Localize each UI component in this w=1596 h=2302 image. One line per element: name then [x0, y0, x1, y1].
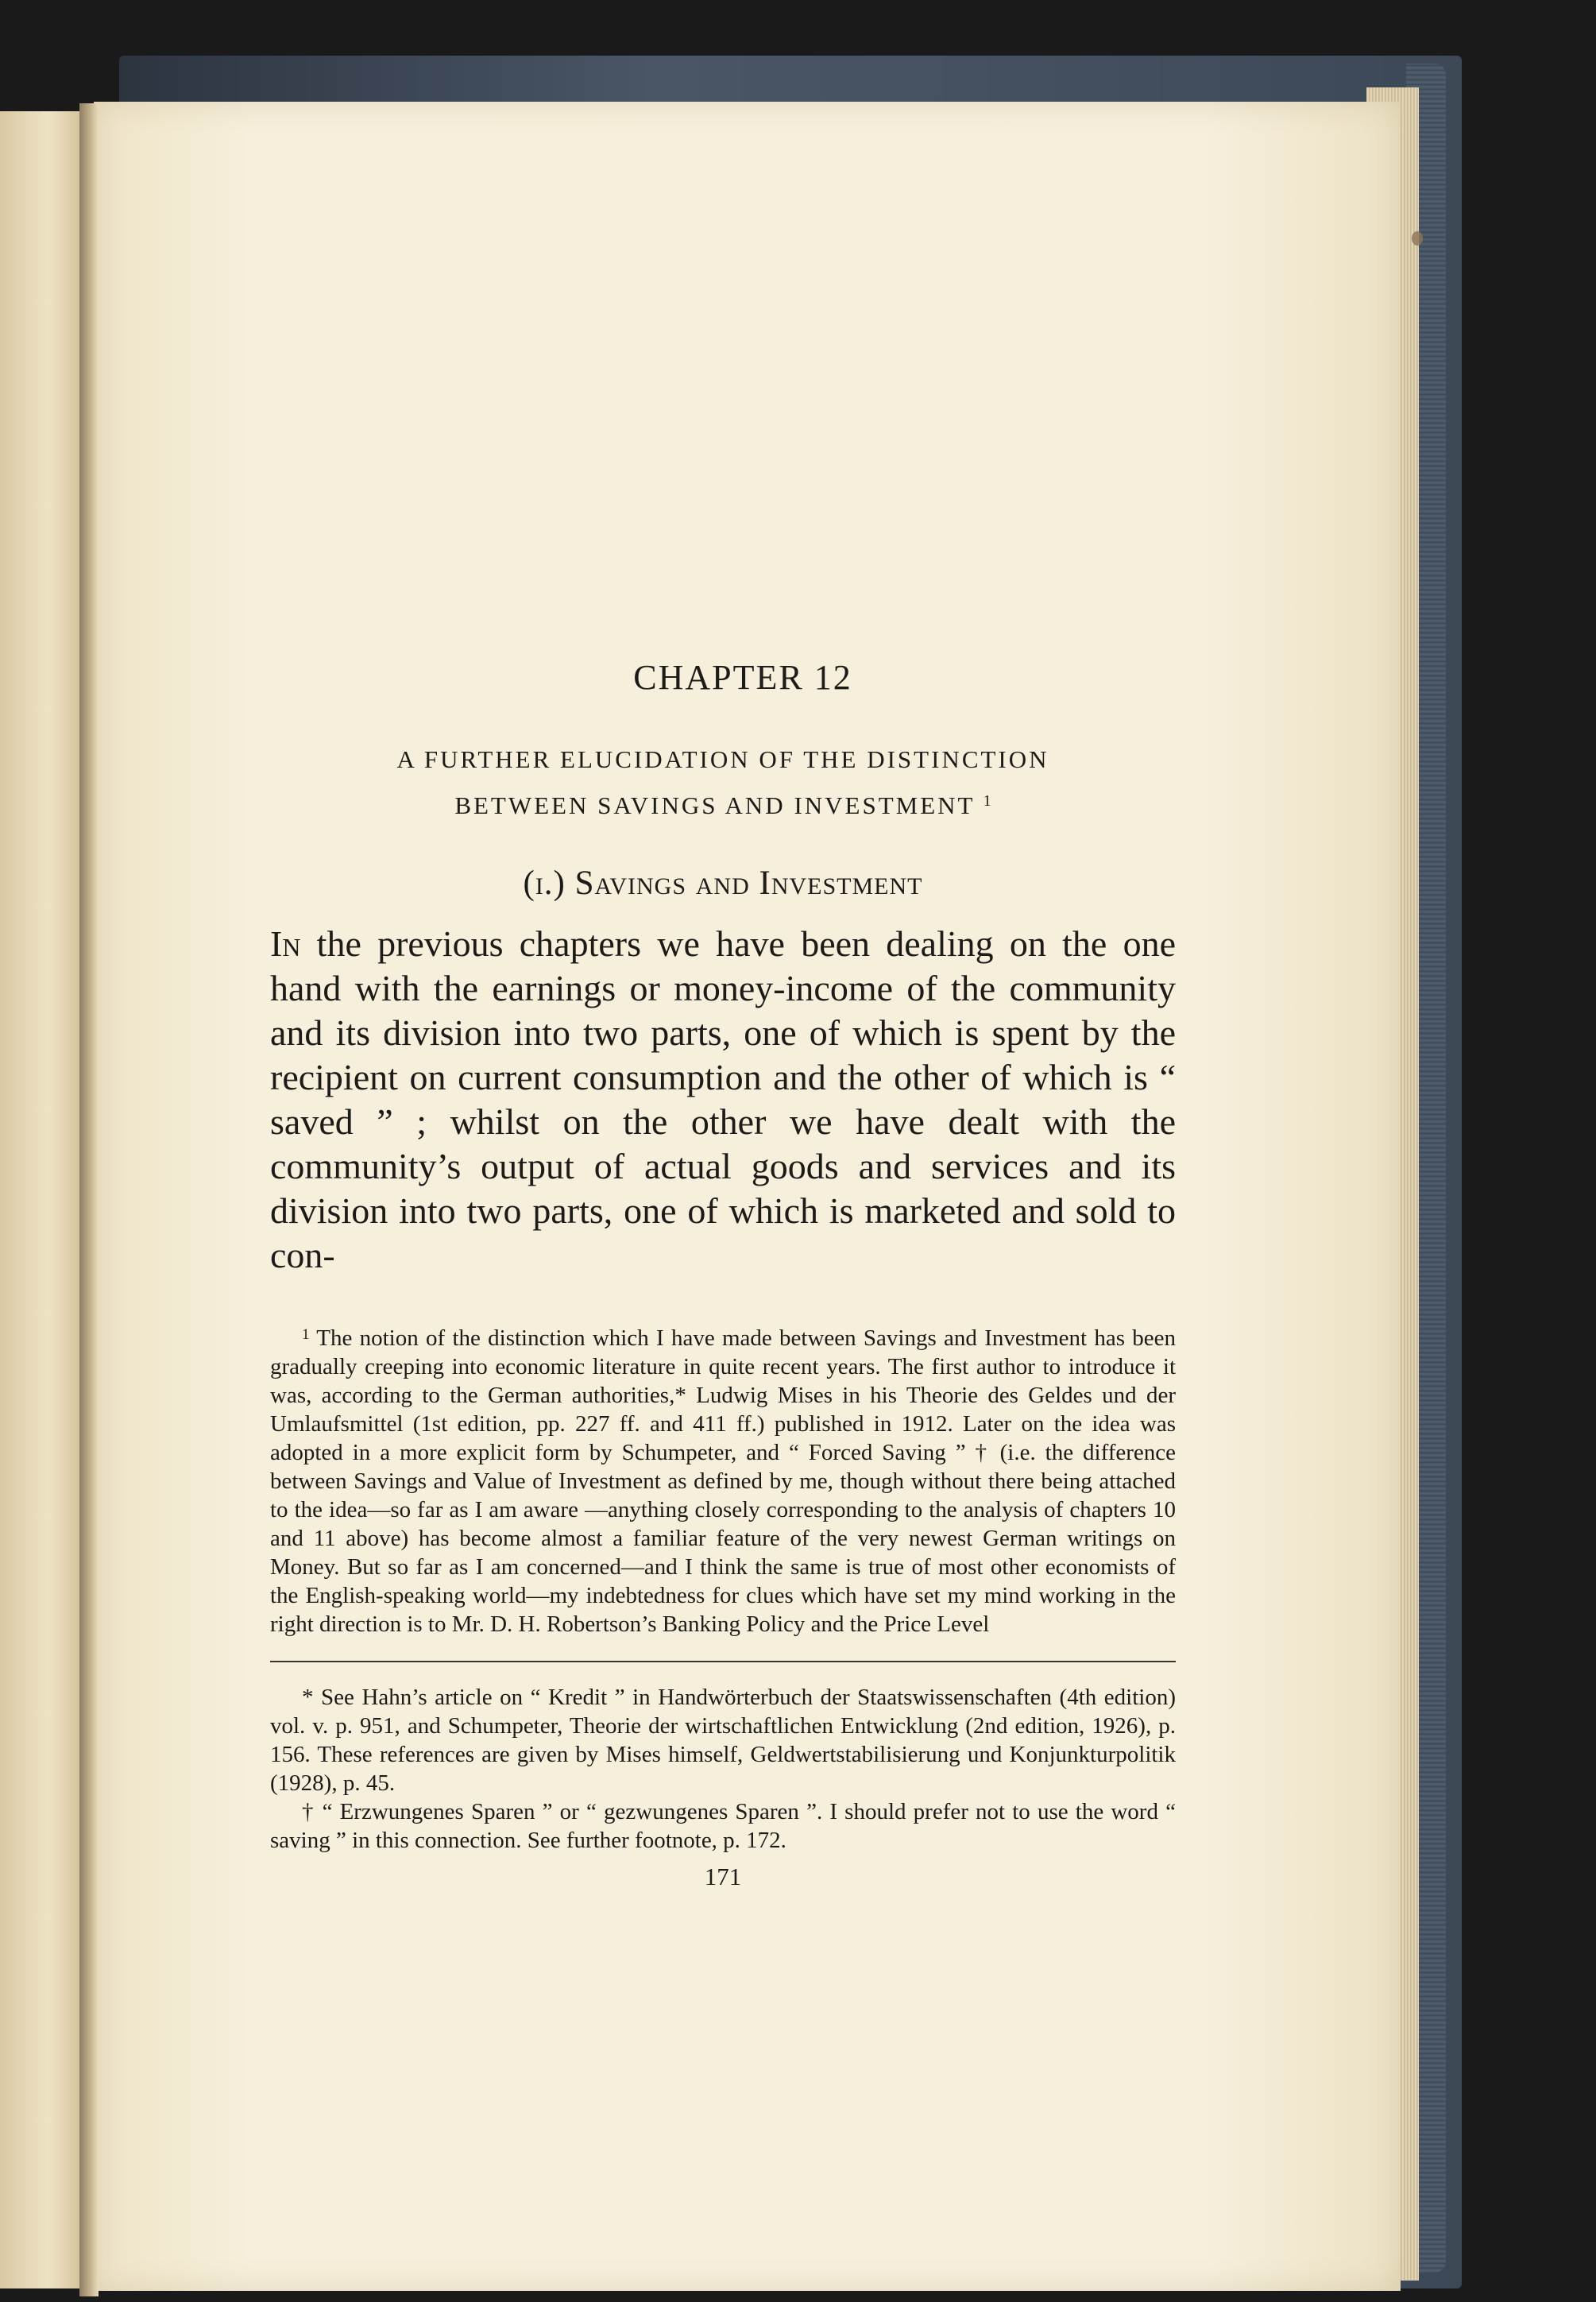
ink-blot-mark	[1412, 231, 1423, 246]
title-footnote-marker: 1	[983, 792, 991, 810]
footnote-dagger: † “ Erzwungenes Sparen ” or “ gezwungenes Sparen ”. I should prefer not to use the word “ saving ” in this connection. See further footnote, p. 172.	[270, 1799, 1176, 1853]
footnote-1	[270, 1321, 1176, 1638]
body-paragraph-text: the previous chapters we have been dealing on the one hand with the earnings or money-income of the community and its division into two parts, one of which is spent by the recipient on current consumption and the other of which is “ saved ” ; whilst on the other we have dealt with the community’s output of actual goods and services and its division into two parts, one of which is marketed and sold to con-	[270, 923, 1176, 1275]
section-heading: (i.) Savings and Investment	[523, 865, 923, 902]
footnote-1-text: The notion of the distinction which I have made between Savings and Investment has been gradually creeping into economic literature in quite recent years. The first author to introduce it was, according to the German authorities,* Ludwig Mises in his Theorie des Geldes und der Umlaufsmittel (1st edition, pp. 227 ff. and 411 ff.) published in 1912. Later on the idea was adopted in a more explicit form by Schumpeter, and “ Forced Saving ” † (i.e. the difference between Savings and Value of Investment as defined by me, though without there being attached to the idea—so far as I am aware —anything closely corresponding to the analysis of chapters 10 and 11 above) has become almost a familiar feature of the very newest German writings on Money. But so far as I am concerned—and I think the same is true of most other economists of the English-speaking world—my indebtedness for clues which have set my mind working in the right direction is to Mr. D. H. Robertson’s Banking Policy and the Price Level	[270, 1325, 1177, 1637]
page-content	[270, 652, 1176, 1891]
chapter-title-line-2	[270, 780, 1176, 826]
body-dropcap: In	[270, 923, 301, 964]
chapter-title-line-2-text: BETWEEN SAVINGS AND INVESTMENT	[454, 791, 975, 819]
footnote-1-marker: 1	[302, 1326, 310, 1343]
body-paragraph	[270, 922, 1176, 1279]
facing-page-edge	[0, 111, 89, 2288]
footnote-star: * See Hahn’s article on “ Kredit ” in Handwörterbuch der Staatswissenschaften (4th edition) vol. v. p. 951, and Schumpeter, Theorie der wirtschaftlichen Entwicklung (2nd edition, 1926), p. 156. These references are given by Mises himself, Geldwertstabilisierung und Konjunkturpolitik (1928), p. 45.	[270, 1685, 1176, 1796]
chapter-title-line-1: A FURTHER ELUCIDATION OF THE DISTINCTION	[396, 745, 1049, 773]
chapter-title	[270, 739, 1176, 826]
chapter-heading: CHAPTER 12	[633, 658, 852, 697]
footnote-divider	[270, 1661, 1176, 1662]
page-number: 171	[704, 1863, 742, 1890]
page-gutter	[79, 103, 99, 2296]
